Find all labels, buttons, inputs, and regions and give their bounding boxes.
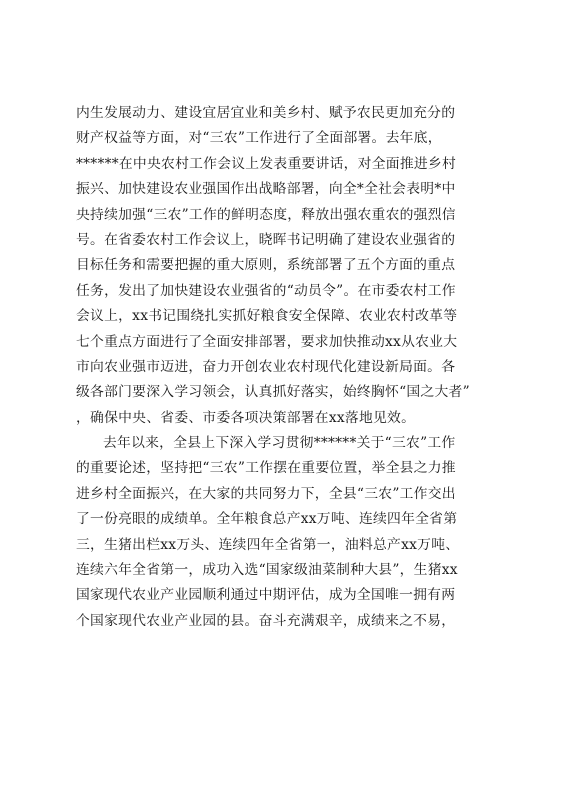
- text-line: 会议上，xx书记围绕扎实抓好粮食安全保障、农业农村改革等: [76, 308, 458, 325]
- text-line: 国家现代农业产业园顺利通过中期评估，成为全国唯一拥有两: [76, 587, 456, 604]
- text-line: 市向农业强市迈进，奋力开创农业农村现代化建设新局面。各: [76, 358, 456, 375]
- text-line: ，确保中央、省委、市委各项决策部署在xx落地见效。: [76, 409, 416, 426]
- paragraph-start-line: 去年以来，全县上下深入学习贯彻******关于“三农”工作: [103, 435, 456, 452]
- text-line: 振兴、加快建设农业强国作出战略部署，向全*全社会表明*中: [76, 181, 456, 198]
- text-line: 连续六年全省第一，成功入选“国家级油菜制种大县”，生猪xx: [76, 562, 458, 579]
- text-line: 任务，发出了加快建设农业强省的“动员令”。在市委农村工作: [76, 282, 456, 299]
- text-line: 央持续加强“三农”工作的鲜明态度，释放出强农重农的强烈信: [76, 206, 456, 223]
- text-line: 内生发展动力、建设宜居宜业和美乡村、赋予农民更加充分的: [76, 105, 456, 121]
- text-line: 财产权益等方面，对“三农”工作进行了全面部署。去年底，: [76, 130, 442, 147]
- text-line: 的重要论述，坚持把“三农”工作摆在重要位置，举全县之力推: [76, 460, 456, 477]
- text-line: 了一份亮眼的成绩单。全年粮食总产xx万吨、连续四年全省第: [76, 511, 458, 528]
- document-body: [76, 101, 494, 634]
- text-line: ******在中央农村工作会议上发表重要讲话，对全面推进乡村: [76, 155, 457, 172]
- text-line: 级各部门要深入学习领会，认真抓好落实，始终胸怀“国之大者”: [76, 384, 470, 401]
- text-line: 进乡村全面振兴，在大家的共同努力下，全县“三农”工作交出: [76, 485, 456, 502]
- text-line: 目标任务和需要把握的重大原则，系统部署了五个方面的重点: [76, 257, 456, 274]
- text-line: 七个重点方面进行了全面安排部署，要求加快推动xx从农业大: [76, 333, 458, 350]
- text-line: 三，生猪出栏xx万头、连续四年全省第一，油料总产xx万吨、: [76, 536, 460, 553]
- text-line: 个国家现代农业产业园的县。奋斗充满艰辛，成绩来之不易，: [76, 612, 456, 629]
- text-line: 号。在省委农村工作会议上，晓晖书记明确了建设农业强省的: [76, 231, 456, 248]
